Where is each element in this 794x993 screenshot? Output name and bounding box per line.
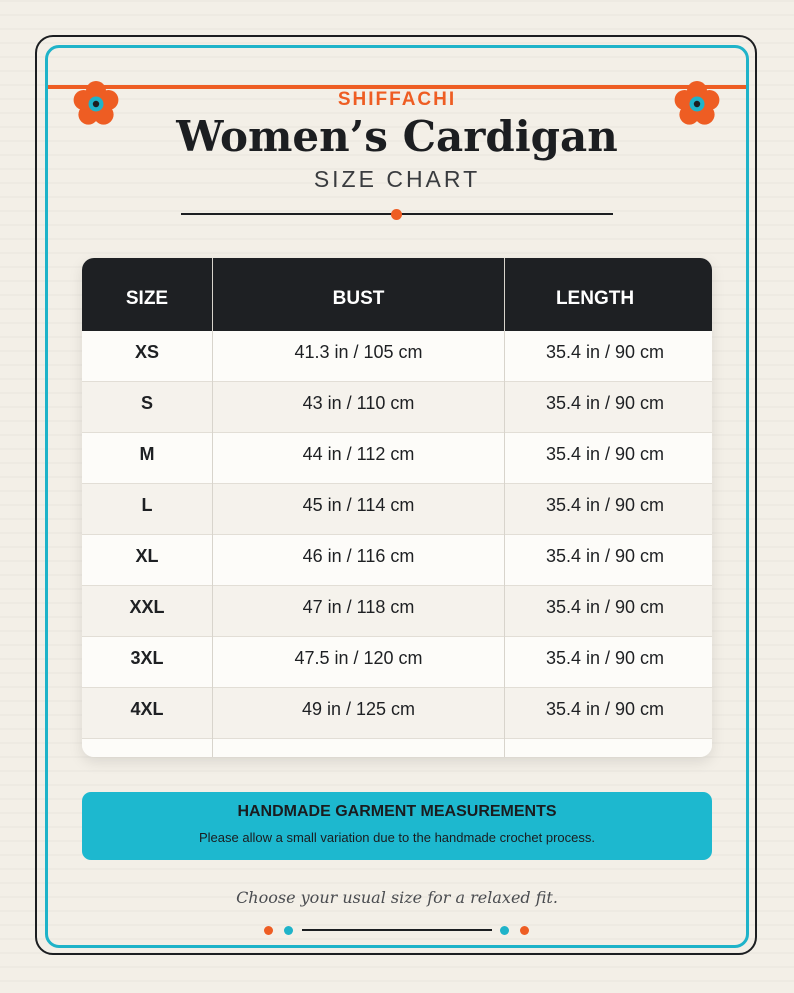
bust-cell: 47.5 in / 120 cm [294,648,423,668]
table-row [82,688,712,739]
column-header-bust: BUST [332,288,385,309]
table-row [82,484,712,535]
size-cell: S [140,393,153,413]
bust-cell: 41.3 in / 105 cm [294,342,423,362]
fit-note: Choose your usual size for a relaxed fit. [236,888,558,907]
page-title: Women’s Cardigan [176,112,618,161]
table-row [82,586,712,637]
banner-title: HANDMADE GARMENT MEASUREMENTS [237,803,557,820]
size-cell: 4XL [130,699,164,719]
footer-dot [500,926,509,935]
column-header-size: SIZE [125,288,169,309]
table-row [82,433,712,484]
column-divider [504,258,505,757]
table-row [82,382,712,433]
column-divider [212,258,213,757]
size-cell: XS [134,342,159,362]
length-cell: 35.4 in / 90 cm [545,495,665,515]
size-table [82,258,712,757]
table-row [82,331,712,382]
length-cell: 35.4 in / 90 cm [545,444,665,464]
page-subtitle: SIZE CHART [313,166,481,192]
bust-cell: 49 in / 125 cm [301,699,416,719]
size-cell: M [139,444,155,464]
length-cell: 35.4 in / 90 cm [545,648,665,668]
length-cell: 35.4 in / 90 cm [545,393,665,413]
measurement-note-banner [82,792,712,860]
divider-dot [391,209,402,220]
footer-divider [302,929,492,931]
size-cell: XXL [129,597,165,617]
banner-text: Please allow a small variation due to the handmade crochet process. [199,830,595,845]
bust-cell: 44 in / 112 cm [302,444,415,464]
footer-dot [284,926,293,935]
column-header-length: LENGTH [555,288,635,309]
bust-cell: 43 in / 110 cm [302,393,415,413]
table-row-empty [82,739,712,757]
table-row [82,535,712,586]
size-cell: L [141,495,153,515]
length-cell: 35.4 in / 90 cm [545,546,665,566]
bust-cell: 47 in / 118 cm [302,597,415,617]
length-cell: 35.4 in / 90 cm [545,597,665,617]
bust-cell: 45 in / 114 cm [302,495,415,515]
size-cell: 3XL [130,648,164,668]
size-cell: XL [135,546,159,566]
table-row [82,637,712,688]
bust-cell: 46 in / 116 cm [302,546,415,566]
table-header [82,258,712,331]
footer-dot [520,926,529,935]
brand-name: SHIFFACHI [337,89,457,110]
length-cell: 35.4 in / 90 cm [545,699,665,719]
footer-dot [264,926,273,935]
length-cell: 35.4 in / 90 cm [545,342,665,362]
